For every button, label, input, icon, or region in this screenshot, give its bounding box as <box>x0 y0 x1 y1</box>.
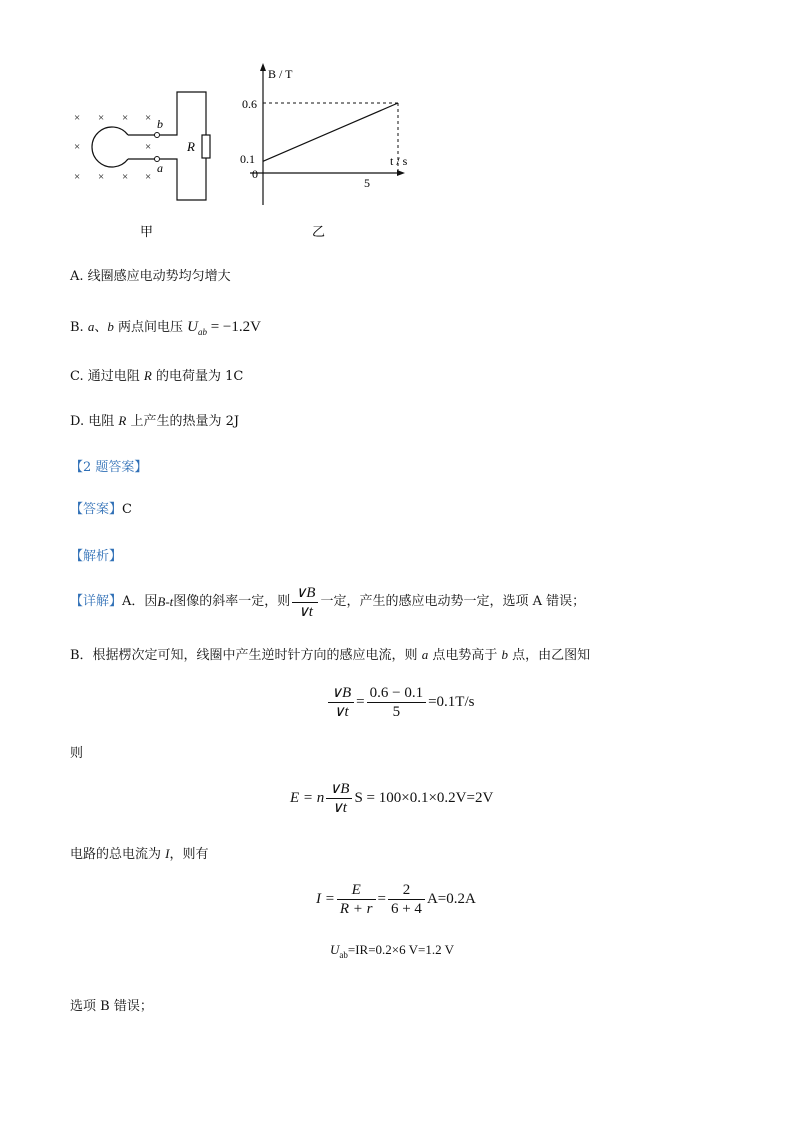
tick-label-5: 5 <box>364 176 370 190</box>
option-b-value: = −1.2V <box>206 319 261 335</box>
line-a-part3: 一定，产生的感应电动势一定，选项 A 错误； <box>320 594 586 609</box>
caption-yi: 乙 <box>312 224 326 239</box>
svg-text:×: × <box>122 112 129 124</box>
option-b-symbol-u: U <box>187 319 198 335</box>
eq1-num: ∨B <box>328 684 354 703</box>
current-line <box>70 845 209 864</box>
equation-rate <box>326 684 474 721</box>
current-i: I <box>165 846 170 861</box>
tick-label-06: 0.6 <box>242 97 257 111</box>
option-d-r: R <box>118 413 127 428</box>
eq1-den2: 5 <box>392 704 401 720</box>
line-a-part2: 图像的斜率一定，则 <box>173 594 291 609</box>
eq4-sub: ab <box>339 950 348 960</box>
option-c-text: 的电荷量为 1C <box>151 369 244 384</box>
magnetic-field-crosses <box>74 112 151 183</box>
resistor <box>202 135 210 158</box>
svg-text:×: × <box>98 171 105 183</box>
figure-jia <box>60 80 230 245</box>
option-d <box>70 412 239 431</box>
analysis-heading: 【解析】 <box>70 549 123 564</box>
fraction-numerator: ∨B <box>292 584 318 603</box>
eq4-u: U <box>330 942 340 957</box>
svg-text:×: × <box>74 141 81 153</box>
eq3-lhs: I = <box>316 891 335 907</box>
origin-label: 0 <box>252 167 258 181</box>
eq2-den: ∨t <box>331 800 347 816</box>
eq3-num: E <box>337 881 376 900</box>
solution-line-a <box>70 584 585 620</box>
svg-text:×: × <box>145 171 152 183</box>
answer-value: C <box>122 502 132 517</box>
eq1-num2: 0.6 − 0.1 <box>367 684 426 703</box>
wire-bottom <box>160 158 206 200</box>
eq3-den2: 6 + 4 <box>390 901 422 917</box>
svg-text:×: × <box>145 141 152 153</box>
option-b-sub: ab <box>197 327 207 337</box>
eq1-rhs: =0.1T/s <box>428 694 475 710</box>
current-part2: ，则有 <box>169 847 209 862</box>
eq1-fraction-1 <box>328 684 354 721</box>
eq2-lhs: E = n <box>290 790 325 806</box>
option-b-text: 两点间电压 <box>113 320 188 335</box>
question-heading: 【2 题答案】 <box>70 460 148 475</box>
caption-jia: 甲 <box>140 224 154 239</box>
option-c-prefix: C. 通过电阻 <box>70 369 144 384</box>
label-b: b <box>157 117 163 131</box>
svg-text:×: × <box>74 171 81 183</box>
x-axis-label: t / s <box>390 154 408 168</box>
solution-line-b <box>70 646 590 665</box>
eq2-num: ∨B <box>326 780 352 799</box>
series-line <box>263 103 398 161</box>
option-a: A. 线圈感应电动势均匀增大 <box>70 269 231 284</box>
detail-tag: 【详解】 <box>70 594 123 609</box>
line-b-a: a <box>421 647 429 662</box>
svg-text:×: × <box>74 112 81 124</box>
line-b-part1: B．根据楞次定可知，线圈中产生逆时针方向的感应电流，则 <box>70 648 422 663</box>
equation-emf <box>290 780 493 817</box>
option-b-sep: 、 <box>94 320 108 335</box>
label-R: R <box>187 139 195 154</box>
eq3-den: R + r <box>339 901 373 917</box>
current-part1: 电路的总电流为 <box>70 847 166 862</box>
option-d-text: 上产生的热量为 2J <box>126 414 240 429</box>
line-a-bt: B-t <box>157 594 174 609</box>
equation-voltage <box>330 942 454 960</box>
eq3-rhs: A=0.2A <box>426 891 476 907</box>
y-axis-arrow <box>260 63 266 71</box>
option-c-r: R <box>143 368 152 383</box>
wire-top <box>160 92 206 135</box>
y-axis-label: B / T <box>268 67 293 81</box>
eq2-fraction <box>326 780 352 817</box>
option-c <box>70 367 243 386</box>
coil-loop <box>92 127 128 167</box>
line-a-part1: A．因 <box>122 594 158 609</box>
terminal-b <box>155 133 160 138</box>
answer-label: 【答案】 <box>70 502 123 517</box>
option-d-prefix: D. 电阻 <box>70 414 119 429</box>
option-b-point-b: b <box>107 319 114 334</box>
eq3-fraction-1 <box>337 881 376 918</box>
answer-line <box>70 501 132 519</box>
eq1-equals: = <box>356 694 365 710</box>
eq1-den: ∨t <box>333 704 349 720</box>
svg-text:×: × <box>98 112 105 124</box>
line-b-part2: 点电势高于 <box>428 648 502 663</box>
eq3-equals: = <box>377 891 386 907</box>
fraction-denominator: ∨t <box>297 603 313 620</box>
figure-yi <box>230 60 420 245</box>
eq2-rhs: S = 100×0.1×0.2V=2V <box>354 790 494 806</box>
eq3-fraction-2 <box>388 881 425 918</box>
fraction-db-dt <box>292 584 318 621</box>
equation-current <box>316 881 476 918</box>
svg-text:×: × <box>145 112 152 124</box>
option-b-point-a: a <box>87 319 95 334</box>
option-b-prefix: B. <box>70 320 88 335</box>
svg-text:×: × <box>122 171 129 183</box>
line-b-part3: 点，由乙图知 <box>507 648 591 663</box>
eq3-num2: 2 <box>388 881 425 900</box>
ze-text: 则 <box>70 746 84 761</box>
conclusion-line: 选项 B 错误； <box>70 999 153 1014</box>
label-a: a <box>157 161 163 175</box>
eq1-fraction-2 <box>367 684 426 721</box>
tick-label-01: 0.1 <box>240 152 255 166</box>
eq4-rhs: =IR=0.2×6 V=1.2 V <box>347 942 455 957</box>
line-b-b: b <box>501 647 508 662</box>
option-b <box>70 318 261 341</box>
